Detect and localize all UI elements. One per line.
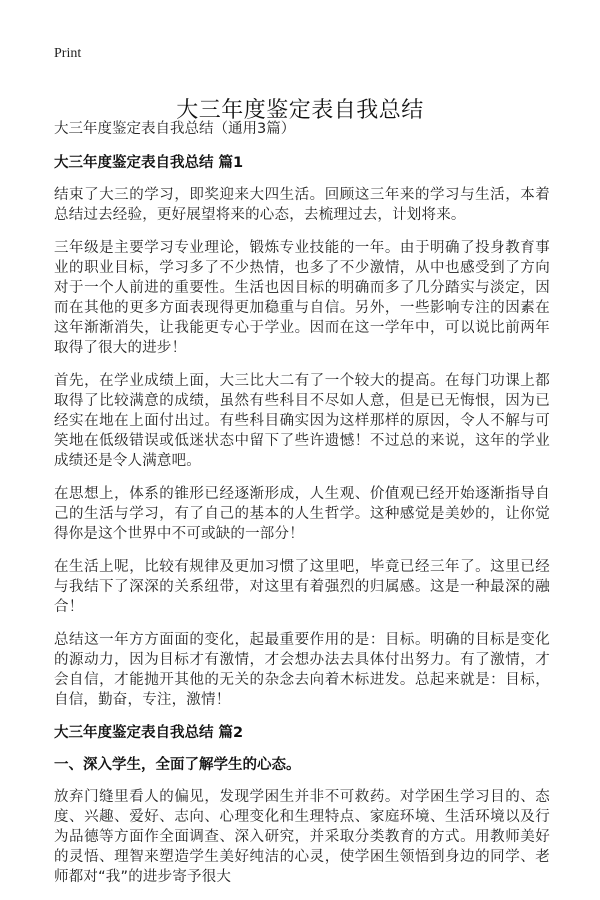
paragraph: 在生活上呢，比较有规律及更加习惯了这里吧，毕竟已经三年了。这里已经与我结下了深深的关系纽带，对这里有着强烈的归属感。这是一种最深的融合！ <box>54 559 550 615</box>
document-body <box>54 119 550 900</box>
section-subheading: 一、深入学生，全面了解学生的心态。 <box>54 757 301 773</box>
document-subtitle: 大三年度鉴定表自我总结（通用3篇） <box>54 121 296 137</box>
section-heading: 大三年度鉴定表自我总结 篇2 <box>54 725 244 741</box>
paragraph: 三年级是主要学习专业理论，锻炼专业技能的一年。由于明确了投身教育事业的职业目标，学习多了不少热情，也多了不少激情，从中也感受到了方向对于一个人前进的重要性。生活也因目标的明确而多了几分踏实与淡定，因而在其他的更多方面表现得更加稳重与自信。另外，一些影响专注的因素在这年渐渐消失，让我能更专心于学业。因而在这一学年中，可以说比前两年取得了很大的进步！ <box>54 240 550 356</box>
paragraph: 在思想上，体系的锥形已经逐渐形成，人生观、价值观已经开始逐渐指导自己的生活与学习，有了自己的基本的人生哲学。这种感觉是美妙的，让你觉得你是这个世界中不可或缺的一部分！ <box>54 486 550 542</box>
paragraph: 结束了大三的学习，即奖迎来大四生活。回顾这三年来的学习与生活，本着总结过去经验，更好展望将来的心态，去梳理过去，计划将来。 <box>54 187 550 223</box>
section-heading: 大三年度鉴定表自我总结 篇1 <box>54 155 244 171</box>
paragraph: 总结这一年方方面面的变化，起最重要作用的是：目标。明确的目标是变化的源动力，因为目标才有激情，才会想办法去具体付出努力。有了激情，才会自信，才能抛开其他的无关的杂念去向着木标进发。总起来就是：目标，自信，勤奋，专注，激情！ <box>54 632 550 708</box>
paragraph: 首先，在学业成绩上面，大三比大二有了一个较大的提高。在每门功课上都取得了比较满意的成绩，虽然有些科目不尽如人意，但是已无悔恨，因为已经实在地在上面付出过。有些科目确实因为这样那样的原因，令人不解与可笑地在低级错误或低迷状态中留下了些许遗憾！不过总的来说，这年的学业成绩还是令人满意吧。 <box>54 373 550 469</box>
print-link[interactable]: Print <box>54 46 82 61</box>
paragraph: 放弃门缝里看人的偏见，发现学困生并非不可救药。对学困生学习目的、态度、兴趣、爱好、志向、心理变化和生理特点、家庭环境、生活环境以及行为品德等方面作全面调查、深入研究，并采取分类教育的方式。用教师美好的灵悟、理智来塑造学生美好纯洁的心灵，使学困生领悟到身边的同学、老师都对“我”的进步寄予很大 <box>54 789 550 885</box>
page-title: 大三年度鉴定表自我总结 <box>176 97 424 123</box>
